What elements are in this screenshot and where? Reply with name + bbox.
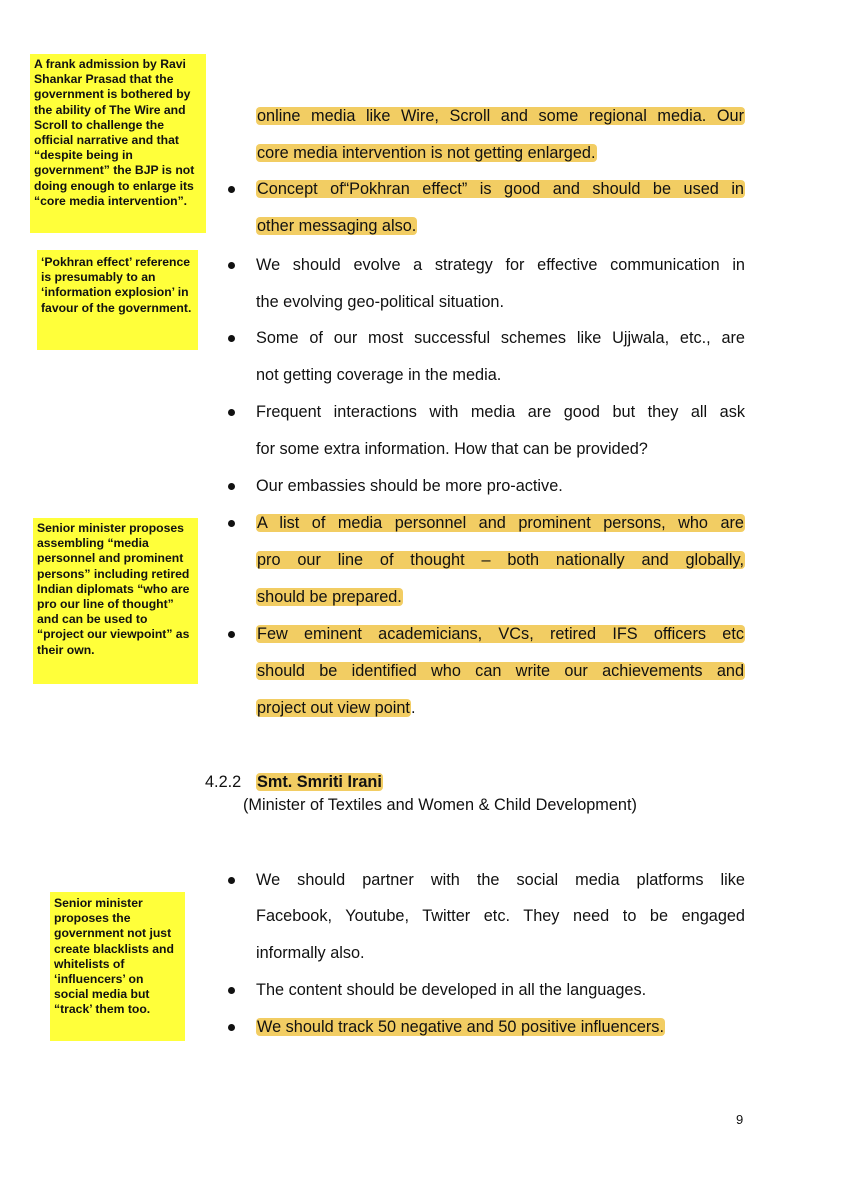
list-item-line: other messaging also. (257, 217, 417, 235)
section-subtitle: (Minister of Textiles and Women & Child Development) (243, 796, 637, 814)
bullet-icon (228, 409, 235, 416)
list-item-line: We should partner with the social media platforms like (256, 871, 745, 889)
bullet-icon (228, 987, 235, 994)
bullet-icon (228, 262, 235, 269)
bullet-icon (228, 335, 235, 342)
list-item-line: Frequent interactions with media are good but they all ask (256, 403, 745, 421)
text-line: online media like Wire, Scroll and some regional media. Our (257, 107, 744, 125)
list-item-line: should be identified who can write our achievements and (257, 662, 744, 680)
list-item-line: Facebook, Youtube, Twitter etc. They need to be engaged (256, 907, 745, 925)
bullet-icon (228, 483, 235, 490)
list-item-line: Some of our most successful schemes like Ujjwala, etc., are (256, 329, 745, 347)
bullet-icon (228, 186, 235, 193)
list-item-line: the evolving geo-political situation. (256, 293, 504, 311)
annotation-ravi-shankar-prasad: A frank admission by Ravi Shankar Prasad that the government is bothered by the ability of The Wire and Scroll to challenge the official narrative and that “despite being in government” the BJP is not doing enough to enlarge its “core media intervention”. (30, 54, 206, 233)
list-item-line: We should evolve a strategy for effective communication in (256, 256, 745, 274)
list-item-line: informally also. (256, 944, 365, 962)
bullet-icon (228, 520, 235, 527)
list-item-line: Few eminent academicians, VCs, retired IFS officers etc (257, 625, 744, 643)
text-line: core media intervention is not getting enlarged. (257, 144, 596, 162)
list-item-line: pro our line of thought – both nationally and globally, (257, 551, 744, 569)
annotation-pokhran-effect: ‘Pokhran effect’ reference is presumably to an ‘information explosion’ in favour of the government. (37, 250, 198, 350)
bullet-icon (228, 631, 235, 638)
page-number: 9 (736, 1112, 744, 1127)
section-heading: Smt. Smriti Irani (257, 773, 382, 791)
annotation-track-influencers: Senior minister proposes the government not just create blacklists and whitelists of ‘influencers’ on social media but “track’ them too. (50, 892, 185, 1041)
list-item-line: Concept of“Pokhran effect” is good and should be used in (257, 180, 744, 198)
list-item-line: A list of media personnel and prominent persons, who are (257, 514, 744, 532)
list-item-line: not getting coverage in the media. (256, 366, 502, 384)
bullet-icon (228, 1024, 235, 1031)
bullet-icon (228, 877, 235, 884)
section-number: 4.2.2 (205, 773, 242, 791)
annotation-media-personnel: Senior minister proposes assembling “media personnel and prominent persons” including retired Indian diplomats “who are pro our line of thought” and can be used to “project our viewpoint” as their own. (33, 518, 198, 684)
list-item-line: The content should be developed in all the languages. (256, 981, 647, 999)
list-item-line: for some extra information. How that can be provided? (256, 440, 648, 458)
list-item-line: should be prepared. (257, 588, 402, 606)
list-item-line: We should track 50 negative and 50 positive influencers. (257, 1018, 664, 1036)
list-item-line: Our embassies should be more pro-active. (256, 477, 563, 495)
list-item-line: project out view point. (257, 699, 416, 717)
